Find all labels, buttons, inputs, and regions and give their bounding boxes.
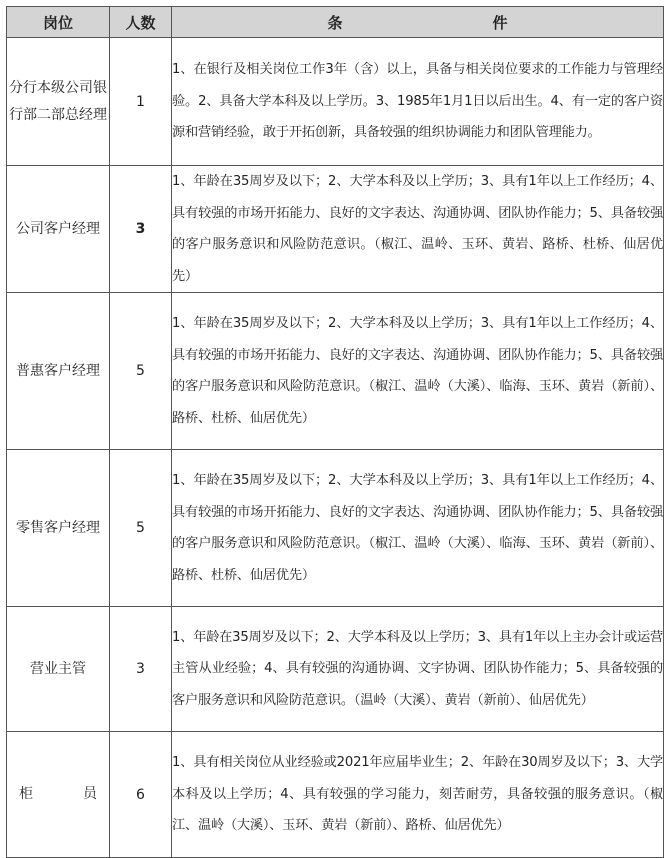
conditions-cell: 1、年龄在35周岁及以下；2、大学本科及以上学历；3、具有1年以上工作经历；4、具有较强的市场开拓能力、良好的文字表达、沟通协调、团队协作能力；5、具备较强的客户服务意识和风险防范意识。（椒江、温岭（大溪）、临海、玉环、黄岩（新前）、路桥、杜桥、仙居优先） (172, 450, 664, 607)
count-cell: 5 (110, 293, 172, 450)
position-cell: 零售客户经理 (7, 450, 110, 607)
conditions-cell: 1、年龄在35周岁及以下；2、大学本科及以上学历；3、具有1年以上工作经历；4、具有较强的市场开拓能力、良好的文字表达、沟通协调、团队协作能力；5、具备较强的客户服务意识和风险防范意识。（椒江、温岭（大溪）、临海、玉环、黄岩（新前）、路桥、杜桥、仙居优先） (172, 293, 664, 450)
count-cell: 6 (110, 732, 172, 858)
conditions-cell: 1、年龄在35周岁及以下；2、大学本科及以上学历；3、具有1年以上主办会计或运营主管从业经验；4、具有较强的沟通协调、文字协调、团队协作能力；5、具备较强的客户服务意识和风险防范意识。（温岭（大溪）、黄岩（新前）、仙居优先） (172, 607, 664, 732)
position-cell: 分行本级公司银行部二部总经理 (7, 38, 110, 166)
count-cell: 5 (110, 450, 172, 607)
conditions-cell: 1、在银行及相关岗位工作3年（含）以上，具备与相关岗位要求的工作能力与管理经验。2、具备大学本科及以上学历。3、1985年1月1日以后出生。4、有一定的客户资源和营销经验，敢于开拓创新，具备较强的组织协调能力和团队管理能力。 (172, 38, 664, 166)
position-cell-teller (7, 732, 110, 858)
header-count: 人数 (110, 7, 172, 38)
table-row (7, 38, 664, 166)
header-conditions: 条 件 (172, 7, 664, 38)
position-label-teller: 柜员 (19, 786, 97, 802)
header-position: 岗位 (7, 7, 110, 38)
header-row (7, 7, 664, 38)
position-cell: 普惠客户经理 (7, 293, 110, 450)
table-row (7, 293, 664, 450)
count-cell: 3 (110, 166, 172, 293)
table-row (7, 607, 664, 732)
table-row (7, 732, 664, 858)
count-cell: 1 (110, 38, 172, 166)
table-row (7, 166, 664, 293)
table-row (7, 450, 664, 607)
conditions-cell: 1、具有相关岗位从业经验或2021年应届毕业生；2、年龄在30周岁及以下；3、大学本科及以上学历；4、具有较强的学习能力，刻苦耐劳，具备较强的服务意识。（椒江、温岭（大溪）、玉环、黄岩（新前）、路桥、仙居优先） (172, 732, 664, 858)
position-cell: 营业主管 (7, 607, 110, 732)
recruitment-table (6, 6, 664, 858)
count-cell: 3 (110, 607, 172, 732)
position-cell: 公司客户经理 (7, 166, 110, 293)
conditions-cell: 1、年龄在35周岁及以下；2、大学本科及以上学历；3、具有1年以上工作经历；4、具有较强的市场开拓能力、良好的文字表达、沟通协调、团队协作能力；5、具备较强的客户服务意识和风险防范意识。（椒江、温岭、玉环、黄岩、路桥、杜桥、仙居优先） (172, 166, 664, 293)
